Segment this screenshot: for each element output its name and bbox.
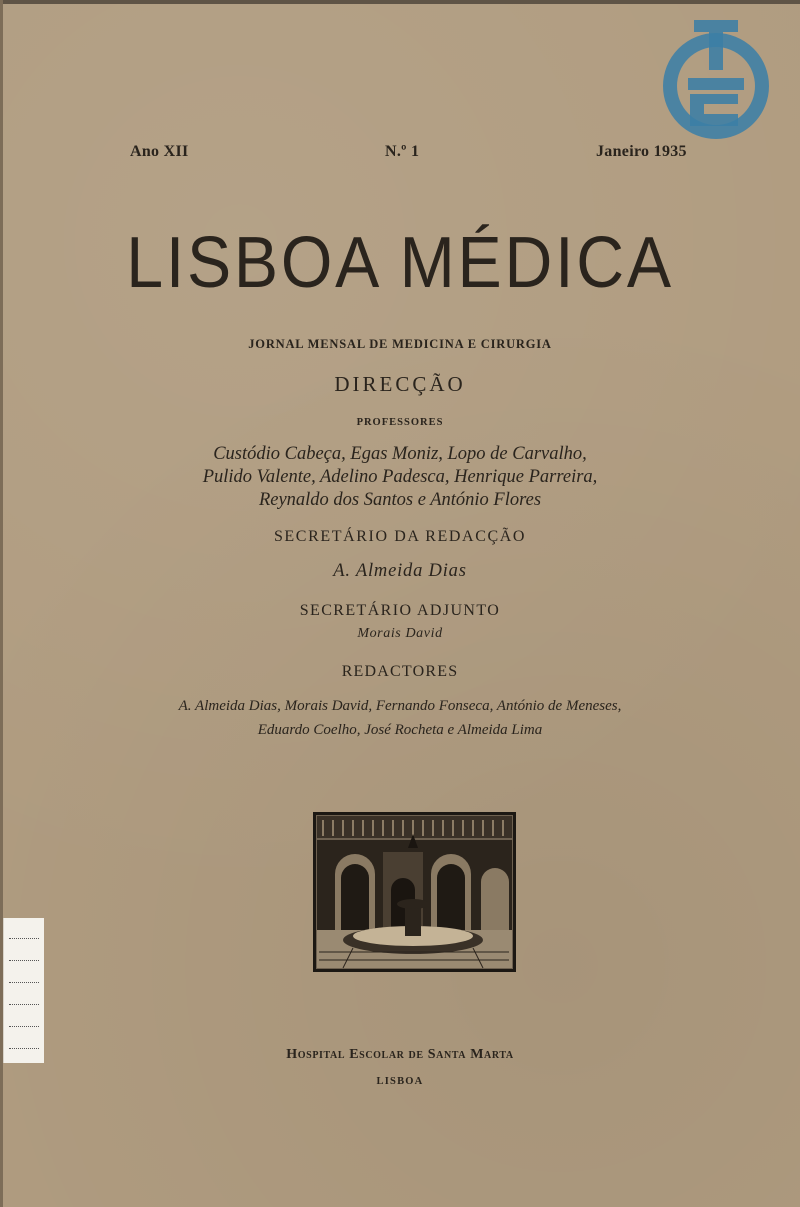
direction-names-line: Custódio Cabeça, Egas Moniz, Lopo de Carvalho,: [213, 444, 587, 464]
library-shelf-label: [3, 918, 44, 1063]
editors-names: [0, 694, 800, 742]
label-dotted-line: [9, 938, 39, 939]
journal-title: LISBOA MÉDICA: [126, 223, 674, 303]
direction-names-line: Reynaldo dos Santos e António Flores: [258, 490, 542, 510]
secretary-name: A. Almeida Dias: [333, 561, 467, 581]
secretary-heading: SECRETÁRIO DA REDACÇÃO: [273, 528, 527, 545]
issue-number: N.º 1: [385, 143, 420, 160]
journal-subtitle: JORNAL MENSAL DE MEDICINA E CIRURGIA: [248, 337, 552, 351]
label-dotted-line: [9, 1026, 39, 1027]
professors-subheading: PROFESSORES: [356, 417, 444, 428]
label-dotted-line: [9, 1004, 39, 1005]
publisher-city: LISBOA: [376, 1076, 424, 1087]
editors-heading: REDACTORES: [341, 663, 459, 680]
year-label: Ano XII: [130, 143, 189, 160]
scan-edge-top: [0, 0, 800, 4]
publisher-name: Hospital Escolar de Santa Marta: [286, 1047, 514, 1062]
cloister-engraving-image: [313, 812, 516, 972]
label-dotted-line: [9, 1048, 39, 1049]
direction-heading: DIRECÇÃO: [334, 372, 466, 396]
assistant-secretary-name: Morais David: [357, 626, 443, 641]
label-dotted-line: [9, 982, 39, 983]
direction-names: [0, 443, 800, 512]
library-stamp-icon: [660, 18, 772, 146]
label-dotted-line: [9, 960, 39, 961]
issue-date: Janeiro 1935: [596, 143, 687, 160]
editors-names-line: Eduardo Coelho, José Rocheta e Almeida Lima: [257, 722, 543, 738]
assistant-secretary-heading: SECRETÁRIO ADJUNTO: [299, 602, 501, 619]
direction-names-line: Pulido Valente, Adelino Padesca, Henrique Parreira,: [202, 467, 598, 487]
editors-names-line: A. Almeida Dias, Morais David, Fernando Fonseca, António de Meneses,: [178, 698, 622, 714]
